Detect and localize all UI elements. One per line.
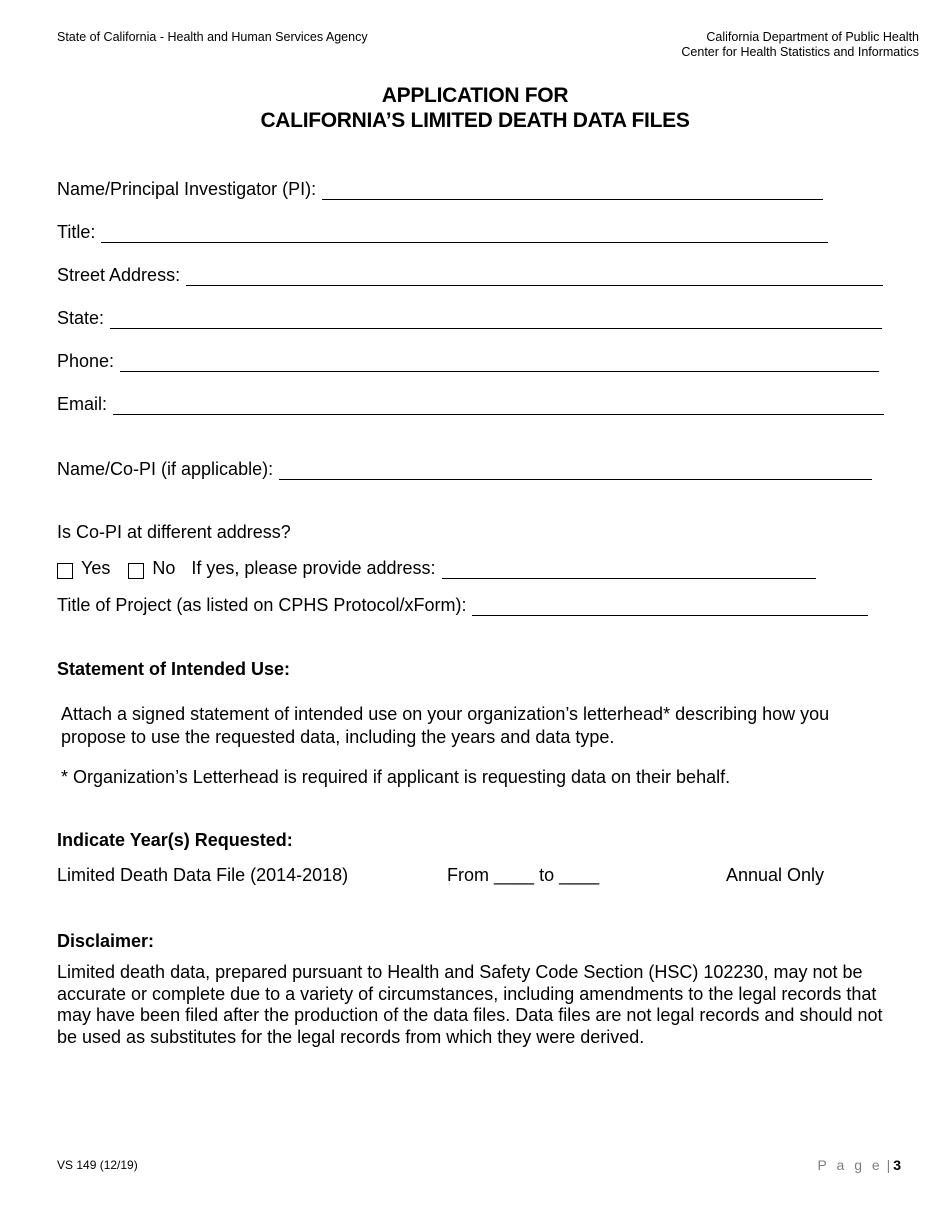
form-id: VS 149 (12/19) [57, 1158, 138, 1172]
pi-name-input[interactable] [322, 183, 823, 200]
intended-use-heading: Statement of Intended Use: [57, 659, 291, 679]
data-file-label: Limited Death Data File (2014-2018) [57, 865, 349, 885]
co-pi-input[interactable] [279, 463, 872, 480]
co-pi-label: Name/Co-PI (if applicable): [57, 459, 274, 479]
email-input[interactable] [113, 398, 884, 415]
street-address-input[interactable] [186, 269, 883, 286]
to-label: to [539, 865, 555, 885]
street-address-label: Street Address: [57, 265, 181, 285]
to-year-input[interactable]: ____ [559, 865, 600, 885]
no-label: No [152, 558, 176, 578]
title-field [57, 222, 828, 243]
form-title-line2: CALIFORNIA’S LIMITED DEATH DATA FILES [260, 109, 690, 132]
pi-name-label: Name/Principal Investigator (PI): [57, 179, 317, 199]
project-title-field [57, 595, 868, 616]
yes-checkbox[interactable] [57, 563, 73, 579]
project-title-input[interactable] [472, 599, 868, 616]
annual-only-label: Annual Only [726, 865, 825, 885]
year-range [447, 865, 599, 886]
letterhead-note: * Organization’s Letterhead is required if applicant is requesting data on their behalf. [61, 767, 731, 787]
page-number: 3 [893, 1157, 901, 1173]
co-pi-address-question: Is Co-PI at different address? [57, 522, 291, 542]
department-header [681, 30, 919, 60]
disclaimer-heading: Disclaimer: [57, 931, 155, 951]
page-indicator [818, 1157, 901, 1173]
address-prompt: If yes, please provide address: [191, 558, 436, 578]
street-address-field [57, 265, 883, 286]
state-label: State: [57, 308, 105, 328]
co-pi-address-row [57, 558, 816, 579]
no-checkbox[interactable] [128, 563, 144, 579]
state-field [57, 308, 882, 329]
phone-label: Phone: [57, 351, 115, 371]
email-field [57, 394, 884, 415]
title-label: Title: [57, 222, 96, 242]
state-input[interactable] [110, 312, 882, 329]
phone-input[interactable] [120, 355, 879, 372]
co-pi-field [57, 459, 872, 480]
co-pi-address-input[interactable] [442, 562, 816, 579]
page-label: P a g e [817, 1157, 883, 1173]
project-title-label: Title of Project (as listed on CPHS Protocol/xForm): [57, 595, 467, 615]
years-heading: Indicate Year(s) Requested: [57, 830, 293, 850]
center-name: Center for Health Statistics and Informatics [681, 45, 919, 59]
page-separator: | [886, 1157, 894, 1173]
disclaimer-text: Limited death data, prepared pursuant to Health and Safety Code Section (HSC) 102230, may not be accurate or complete due to a variety of circumstances, including amendments to the legal records that may have been filed after the production of the data files. Data files are not legal records and should not be used as substitutes for the legal records from which they were derived. [57, 962, 883, 1047]
yes-label: Yes [81, 558, 111, 578]
from-year-input[interactable]: ____ [494, 865, 535, 885]
title-input[interactable] [101, 226, 828, 243]
department-name: California Department of Public Health [706, 30, 919, 44]
phone-field [57, 351, 879, 372]
intended-use-text: Attach a signed statement of intended use on your organization’s letterhead* describing how you propose to use the requested data, including the years and data type. [61, 704, 830, 747]
agency-header: State of California - Health and Human Services Agency [57, 30, 368, 44]
from-label: From [447, 865, 489, 885]
email-label: Email: [57, 394, 108, 414]
form-title-line1: APPLICATION FOR [381, 84, 569, 107]
pi-name-field [57, 179, 823, 200]
